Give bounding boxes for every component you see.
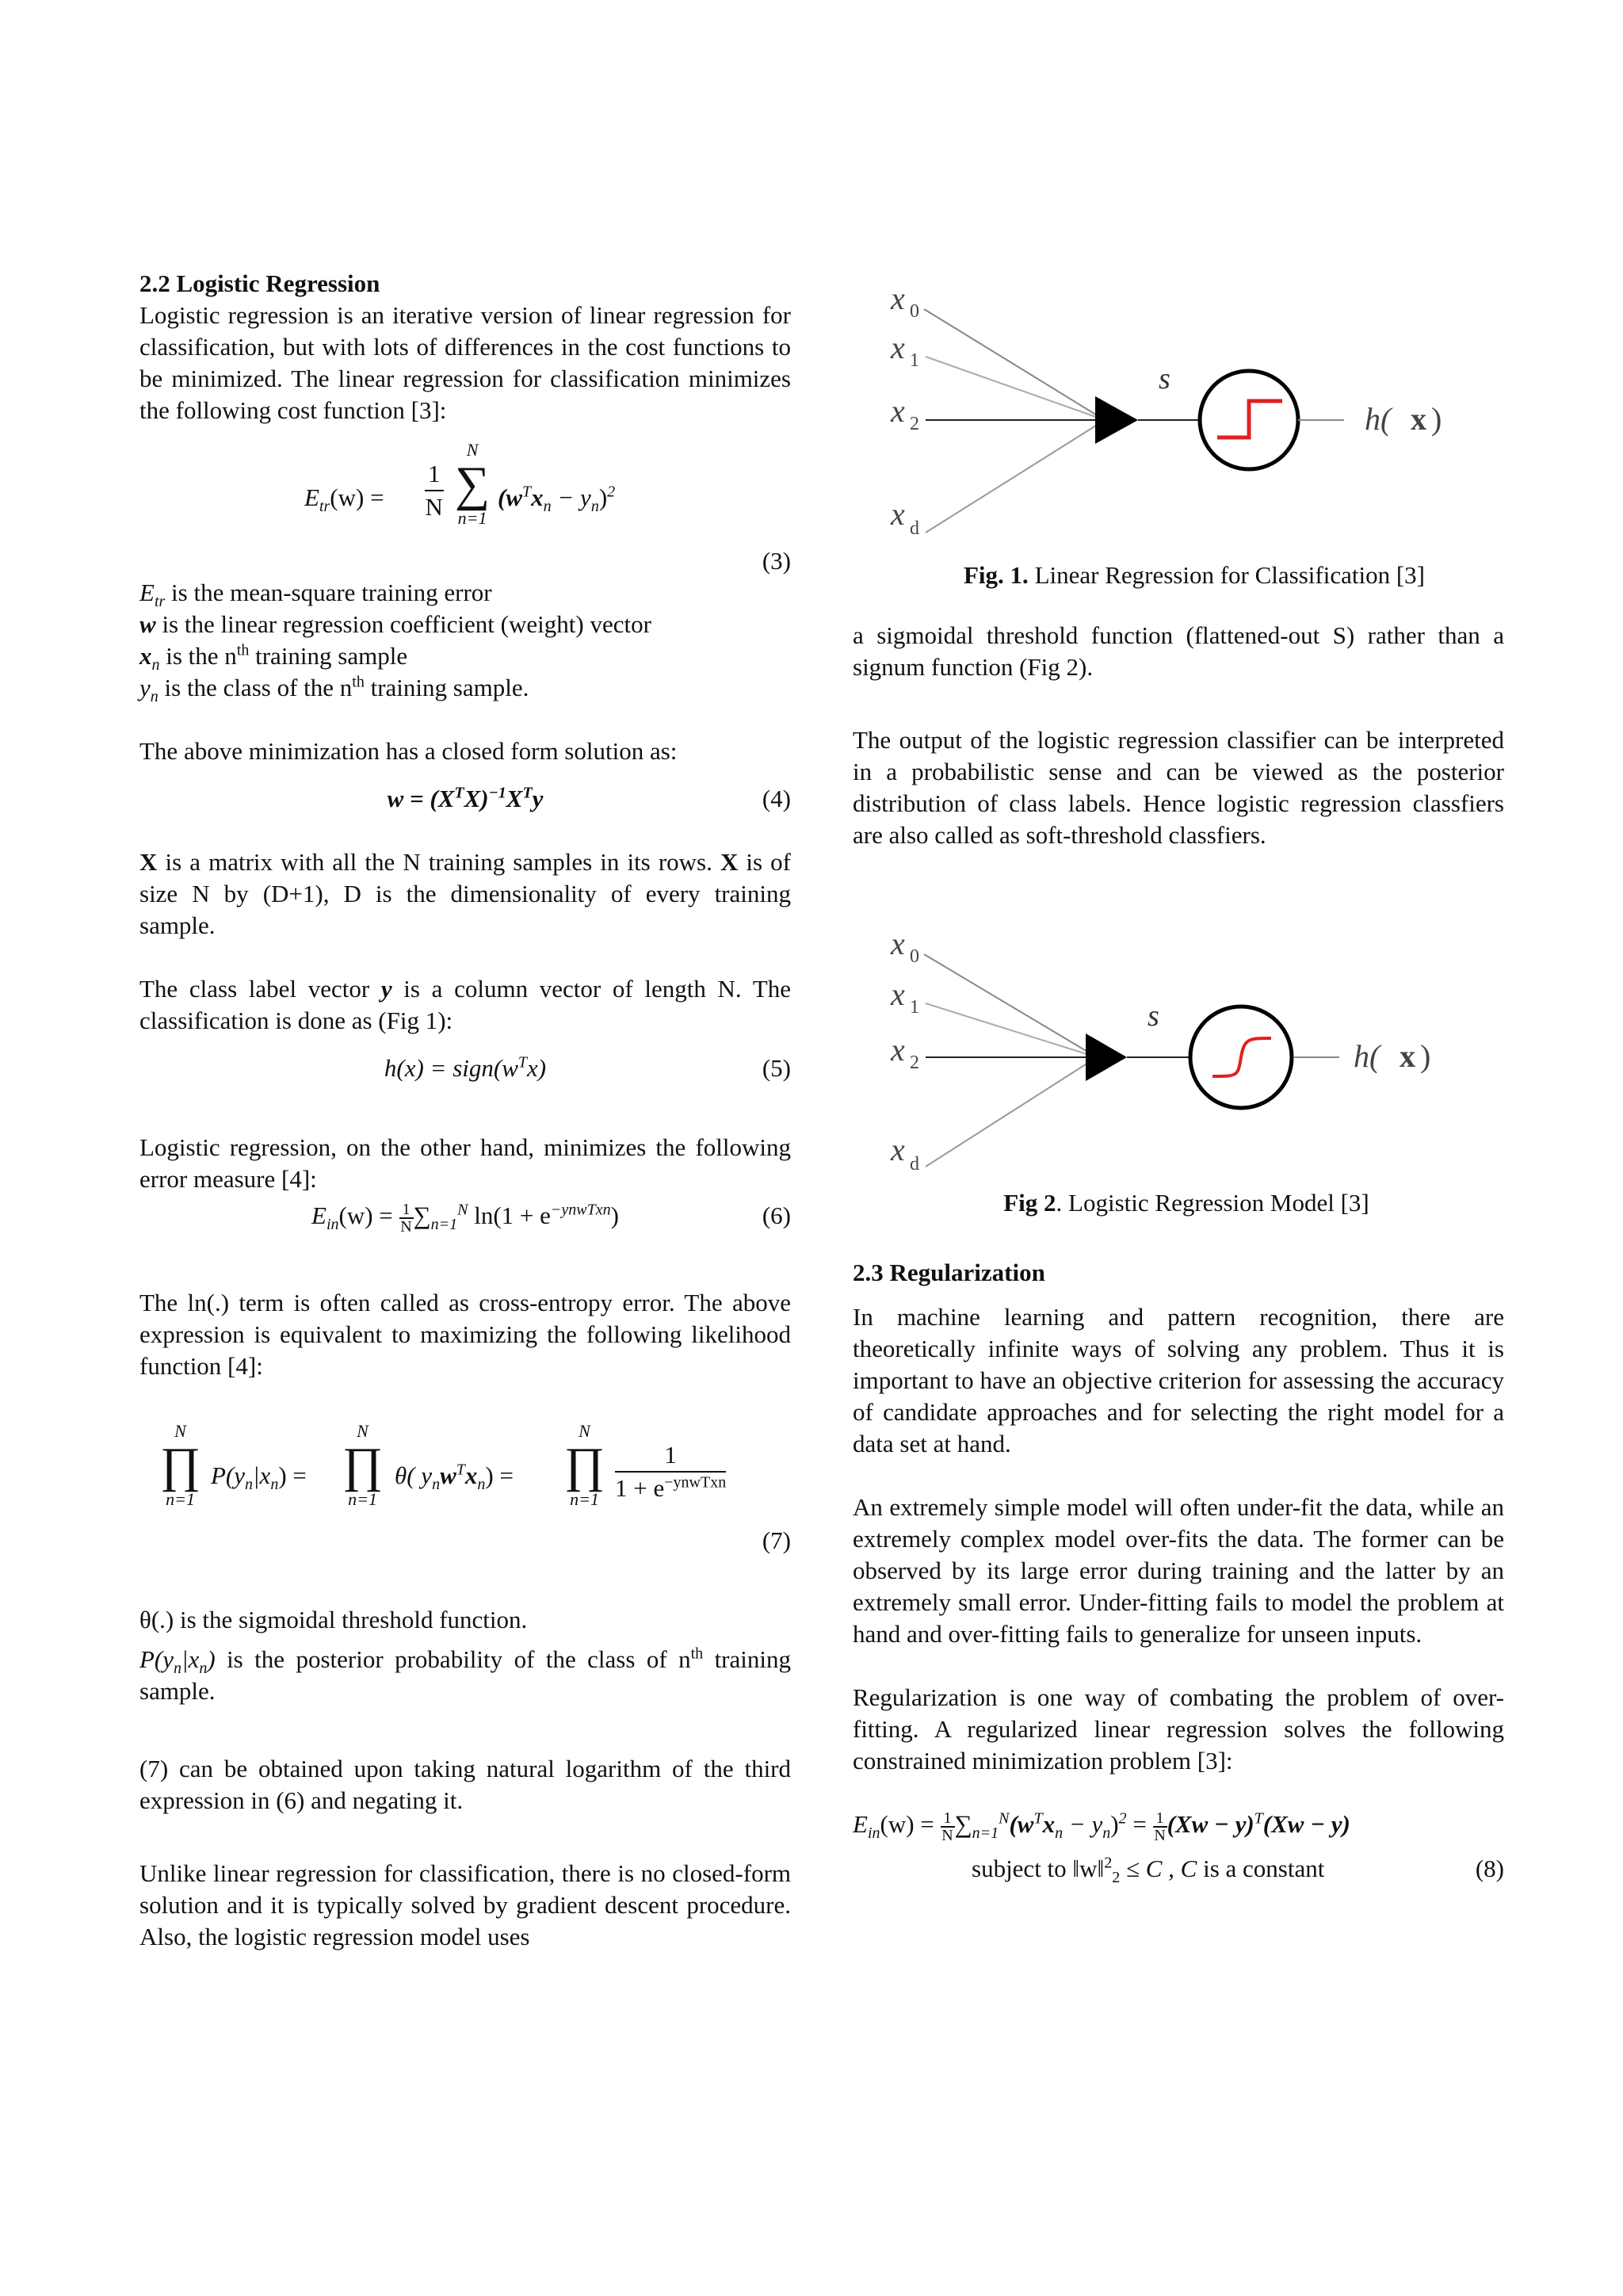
fig1-input-x0: x xyxy=(891,281,905,316)
theta-definition: θ(.) is the sigmoidal threshold function. xyxy=(139,1606,528,1633)
svg-text:2: 2 xyxy=(910,1052,919,1073)
cross-entropy-text: The ln(.) term is often called as cross-entropy error. The above expression is equivalent to maximizing the following likelihood function [4]: xyxy=(139,1289,791,1380)
svg-text:x: x xyxy=(1400,1038,1415,1074)
svg-text:1: 1 xyxy=(910,350,919,371)
equation-6: $E_{in}(w)$ = $\frac{1}{N}$ $\sum_{n=1}^N$ $\ln(1 + e^{-ynwTxn})$ (6) xyxy=(311,1200,791,1236)
output-text: The output of the logistic regression classifier can be interpreted in a probabilistic sense and can be viewed as the posterior distribution of class labels. Hence logistic regression classfiers are also called as soft-threshold classfiers. xyxy=(853,726,1504,849)
intro-paragraph: Logistic regression is an iterative version of linear regression for classification, but with lots of differences in the cost functions to be minimized. The linear regression for classification minimizes the following cost function [3]: xyxy=(139,301,791,424)
fig1-input-x1: x xyxy=(891,330,905,365)
fig1-input-x2: x xyxy=(891,393,905,429)
unlike-text: Unlike linear regression for classification, there is no closed-form solution and it is typically solved by gradient descent procedure. Also, the logistic regression model uses xyxy=(139,1859,791,1950)
equation-3: $E_{tr}(w)$ = $\frac{1}{N}$ N ∑ n=1 $(w^Tx_n - y_n)^2$ xyxy=(304,440,616,528)
regularization-paragraph-3: Regularization is one way of combating the problem of over-fitting. A regularized linear regression solves the following constrained minimization problem [3]: xyxy=(853,1683,1504,1775)
figure-1-caption: Fig. 1. Linear Regression for Classification [3] xyxy=(964,561,1425,589)
figure-2-diagram xyxy=(853,907,1504,1192)
obtained-text: (7) can be obtained upon taking natural logarithm of the third expression in (6) and negating it. xyxy=(139,1755,791,1814)
equation-3-number: (3) xyxy=(762,547,791,575)
definition-w: w is the linear regression coefficient (weight) vector xyxy=(139,610,651,638)
equation-5: $h(x) = sign(w^Tx)$ (5) xyxy=(384,1053,791,1082)
definition-etr: $E_{tr}$ is the mean-square training error xyxy=(139,579,492,611)
equation-4: $w = (X^TX)^{-1}X^Ty$ (4) xyxy=(387,784,791,812)
fig1-input-xd: x xyxy=(891,496,905,532)
svg-text:): ) xyxy=(1431,401,1442,437)
fig1-output-h: h( xyxy=(1365,401,1392,437)
svg-text:0: 0 xyxy=(910,946,919,967)
figure-2-caption: Fig 2. Logistic Regression Model [3] xyxy=(1003,1189,1369,1217)
section-heading-regularization: 2.3 Regularization xyxy=(853,1259,1045,1286)
label-vector-text: The class label vector y is a column vector of length N. The classification is done as (Fig 1): xyxy=(139,975,791,1034)
sigmoid-text: a sigmoidal threshold function (flattened-out S) rather than a signum function (Fig 2). xyxy=(853,621,1504,681)
svg-text:d: d xyxy=(910,518,919,539)
svg-text:2: 2 xyxy=(910,414,919,434)
posterior-definition: $P(y_n|x_n)$ is the posterior probability of the class of $n^{th}$ training sample. xyxy=(139,1645,791,1705)
svg-text:): ) xyxy=(1420,1038,1431,1074)
section-heading-logistic: 2.2 Logistic Regression xyxy=(139,269,380,297)
fig1-signal-s: s xyxy=(1159,362,1170,395)
regularization-paragraph-2: An extremely simple model will often under-fit the data, while an extremely complex model over-fits the data. The former can be observed by its large error during training and the latter by an extremely small error. Under-fitting fails to model the problem at hand and over-fitting fails to generalize for unseen inputs. xyxy=(853,1493,1504,1648)
svg-text:0: 0 xyxy=(910,301,919,322)
closed-form-text: The above minimization has a closed form solution as: xyxy=(139,737,678,765)
fig2-signal-s: s xyxy=(1148,999,1159,1033)
fig2-input-xd: x xyxy=(891,1132,905,1167)
definition-yn: $y_n$ is the class of the $n^{th}$ training sample. xyxy=(139,673,529,706)
matrix-description: X is a matrix with all the N training samples in its rows. X is of size N by (D+1), D is the dimensionality of every training sample. xyxy=(139,848,791,939)
svg-text:1: 1 xyxy=(910,997,919,1018)
svg-text:d: d xyxy=(910,1154,919,1175)
left-column xyxy=(139,268,791,1953)
fig2-output-h: h( xyxy=(1354,1038,1381,1074)
fig2-input-x0: x xyxy=(891,926,905,961)
equation-7-number: (7) xyxy=(762,1526,791,1554)
equation-8: $E_{in}(w)$ = $\frac{1}{N}$ $\sum_{n=1}^N(w^Tx_n - y_n)^2$ = $\frac{1}{N}$ $(Xw - y)^T(Xw - y)$ xyxy=(853,1809,1350,1844)
figure-1-diagram xyxy=(853,269,1504,555)
logistic-error-text: Logistic regression, on the other hand, minimizes the following error measure [4]: xyxy=(139,1133,791,1193)
definition-xn: $x_n$ is the $n^{th}$ training sample xyxy=(139,641,408,674)
fig2-input-x2: x xyxy=(891,1032,905,1068)
equation-7: N ∏ n=1 $P(y_n|x_n)$ = N ∏ n=1 θ( $y_nw^Tx_n$) = N ∏ n=1 1 $1 + e^{-ynwTxn}$ xyxy=(160,1421,727,1509)
svg-text:x: x xyxy=(1411,401,1426,437)
right-column xyxy=(853,269,1504,1885)
regularization-paragraph-1: In machine learning and pattern recognition, there are theoretically infinite ways of solving any problem. Thus it is important to have an objective criterion for assessing the accuracy of candidate approaches and for selecting the right model for a data set at hand. xyxy=(853,1303,1504,1457)
fig2-input-x1: x xyxy=(891,976,905,1012)
equation-8-constraint: subject to ‖w‖$^2_2$ ≤ C , C is a constant (8) xyxy=(972,1854,1504,1887)
